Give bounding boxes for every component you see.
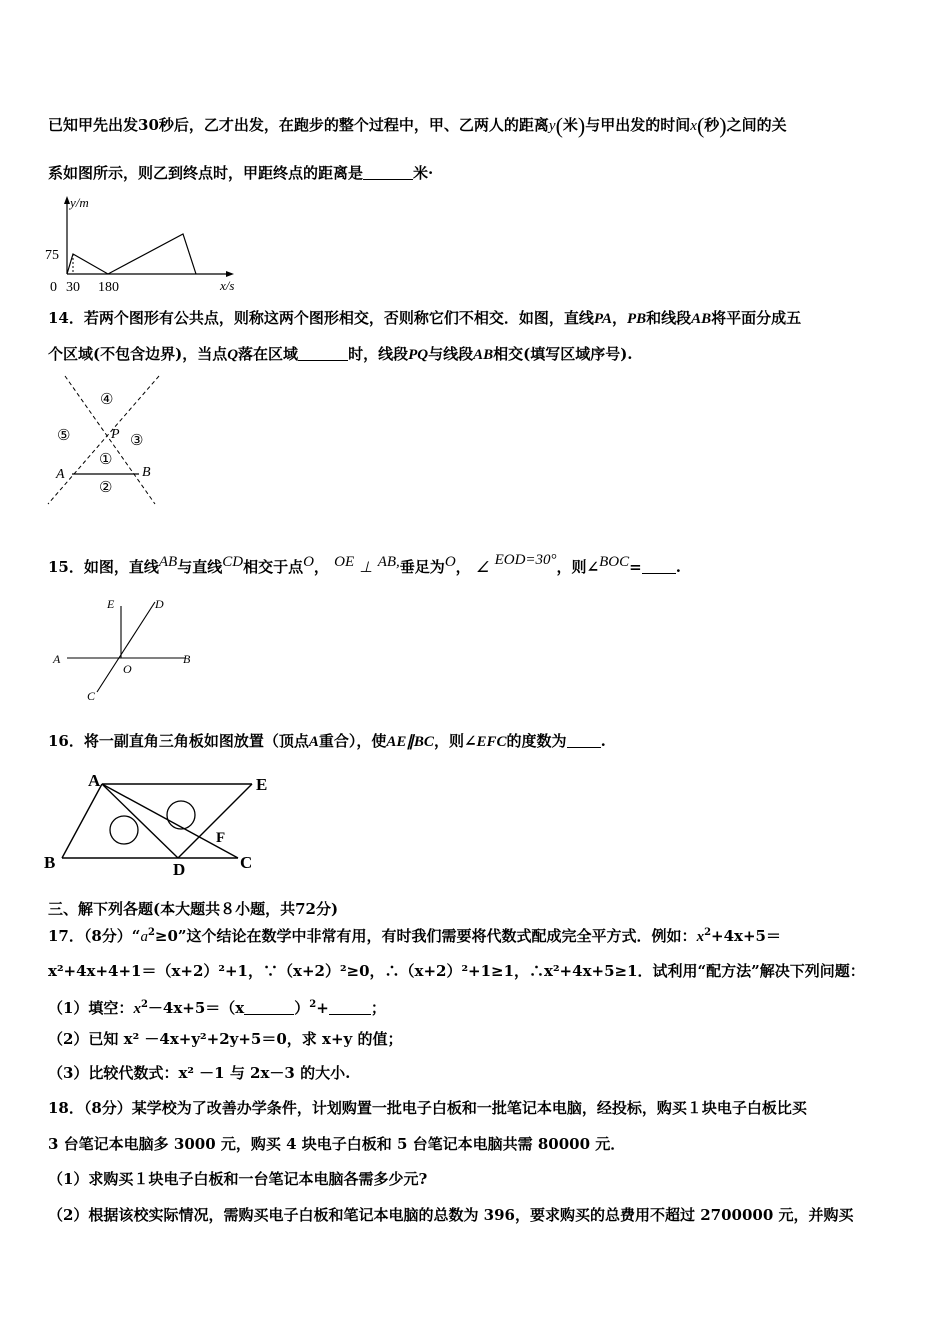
point-A-label: A <box>56 467 65 482</box>
q14-text: 和线段 <box>646 309 692 327</box>
q17-text: x²+4x+4+1＝（x+2）²+1，∵（x+2）²≥0，∴（x+2）²+1≥1，∴x²+4x+5≥1．试利用“配方法”解决下列问题： <box>48 962 865 980</box>
label-E: E <box>107 597 115 611</box>
unit-second: 秒 <box>704 116 720 134</box>
x-tick-180: 180 <box>98 280 119 295</box>
q15-text: ， <box>455 558 471 576</box>
q18-line-2 <box>48 1133 910 1155</box>
q17-text: （1）填空： <box>48 999 134 1017</box>
region-2: ② <box>99 480 113 496</box>
answer-blank[interactable] <box>642 559 676 574</box>
q15-text: ， <box>313 558 329 576</box>
label-B: B <box>44 853 56 872</box>
y-axis-label: y/m <box>70 195 89 210</box>
label-C: C <box>240 853 253 872</box>
q17-text: 17．（8分）“ <box>48 927 141 945</box>
answer-blank[interactable] <box>363 165 413 180</box>
label-D: D <box>155 597 164 611</box>
q18-text: （2）根据该校实际情况，需购买电子白板和笔记本电脑的总数为 396，要求购买的总费用不超过 2700000 元，并购买 <box>48 1206 854 1224</box>
q17-part-1: （1）填空：$x^2-4x+5=(x$ ）$^2$+ ； <box>48 999 386 1017</box>
label-O: O <box>123 662 132 676</box>
q13-text: 之间的关 <box>726 116 787 134</box>
point-A: A <box>308 734 319 750</box>
q14-text: 落在区域 <box>238 345 299 363</box>
var-a: a <box>140 929 148 945</box>
label-C: C <box>87 689 96 703</box>
q16-text: 的度数为 <box>506 732 567 750</box>
label-A: A <box>53 652 61 666</box>
q18-part-1 <box>48 1168 910 1190</box>
segment-AB: AB <box>473 347 494 363</box>
q18-line-1 <box>48 1097 910 1119</box>
q13-line-1: 已知甲先出发30秒后，乙才出发，在跑步的整个过程中，甲、乙两人的距离y(米)与甲出发的时间x(秒)之间的关 <box>48 113 787 138</box>
var-x: x <box>696 929 705 945</box>
q13-text: 系如图所示，则乙到终点时，甲距终点的距离是 <box>48 164 364 182</box>
point-O: O <box>444 554 456 570</box>
q15-text: = <box>629 558 642 576</box>
section-title: 三、解下列各题(本大题共８小题，共72分) <box>48 900 339 918</box>
q13-number: 30 <box>138 116 159 134</box>
q13-text: 与甲出发的时间 <box>585 116 691 134</box>
ray-OE: OE <box>334 554 355 570</box>
angle-EOD: EOD <box>494 552 526 568</box>
region-1: ① <box>99 452 113 468</box>
region-4: ④ <box>100 392 114 408</box>
q14-text: ， <box>611 309 627 327</box>
q17-text: + <box>316 999 329 1017</box>
q15-text: 垂足为 <box>399 558 445 576</box>
q15-line <box>48 549 910 579</box>
q14-line-2 <box>48 343 910 366</box>
q16-text: 重合），使 <box>318 732 387 750</box>
q18-text: 3 台笔记本电脑多 3000 元，购买 4 块电子白板和 5 台笔记本电脑共需 80000 元． <box>48 1135 626 1153</box>
line-CD: CD <box>222 554 244 570</box>
label-E: E <box>256 775 268 794</box>
q14-text: 将平面分成五 <box>711 309 802 327</box>
point-Q: Q <box>227 347 239 363</box>
q17-text: ） <box>294 999 310 1017</box>
answer-blank-2[interactable] <box>329 1000 371 1015</box>
q14-text: 与线段 <box>428 345 474 363</box>
point-B-label: B <box>142 465 151 480</box>
region-3: ③ <box>130 433 144 449</box>
q17-line-1: 17．（8分）“$a^2\ge 0$”这个结论在数学中非常有用，有时我们需要将代数式配成完全平方式．例如：$x^2+4x+5=$ <box>48 927 781 945</box>
line-AB: AB, <box>377 554 400 570</box>
q13-text: 米· <box>413 164 434 182</box>
angle-symbol: ∠ <box>475 560 490 576</box>
q17-part-3 <box>48 1062 910 1084</box>
q16-text: ，则∠ <box>433 732 477 750</box>
label-D: D <box>173 860 186 878</box>
q17-text: +4x+5＝ <box>711 927 781 945</box>
q15-text: . <box>675 558 681 576</box>
parallel-AE-BC: AE∥BC <box>386 734 434 750</box>
segment-PQ: PQ <box>408 347 429 363</box>
point-P-label: P <box>111 427 120 442</box>
q17-text: －4x+5＝（x <box>147 999 245 1017</box>
q17-line-2 <box>48 960 910 982</box>
angle-value: =30° <box>525 552 557 568</box>
q18-text: （1）求购买１块电子白板和一台笔记本电脑各需多少元? <box>48 1170 428 1188</box>
q13-distance-time-graph <box>40 192 255 298</box>
label-F: F <box>216 830 226 846</box>
q15-text: ，则∠ <box>556 558 600 576</box>
q17-text: ； <box>370 999 386 1017</box>
line-PB: PB <box>626 311 647 327</box>
q18-part-2 <box>48 1204 910 1226</box>
segment-AB: AB <box>691 311 712 327</box>
answer-blank-1[interactable] <box>244 1000 294 1015</box>
answer-blank[interactable] <box>567 733 601 748</box>
angle-EFC: EFC <box>476 734 507 750</box>
q15-text: 相交于点 <box>243 558 304 576</box>
line-AB: AB <box>158 554 178 570</box>
q13-text: 秒后，乙才出发，在跑步的整个过程中，甲、乙两人的距离 <box>158 116 549 134</box>
q16-text: 16．将一副直角三角板如图放置（顶点 <box>48 732 309 750</box>
label-A: A <box>88 771 101 790</box>
var-x: x <box>133 1001 141 1017</box>
y-tick-75: 75 <box>45 248 59 263</box>
q13-line-2 <box>48 162 910 184</box>
q16-line <box>48 730 910 753</box>
region-5: ⑤ <box>57 428 71 444</box>
q14-region-figure <box>45 372 175 508</box>
origin-label: 0 <box>50 280 57 295</box>
q14-text: 时，线段 <box>348 345 409 363</box>
x-axis-label: x/s <box>220 278 235 293</box>
x-tick-30: 30 <box>66 280 80 295</box>
q17-text: ≥0”这个结论在数学中非常有用，有时我们需要将代数式配成完全平方式．例如： <box>154 927 697 945</box>
var-y: y <box>548 118 556 134</box>
q14-text: 个区域(不包含边界)，当点 <box>48 345 228 363</box>
q15-text: 15．如图，直线 <box>48 558 159 576</box>
q16-triangle-rulers-figure <box>40 768 280 878</box>
answer-blank[interactable] <box>298 346 348 361</box>
angle-BOC: BOC <box>599 554 630 570</box>
unit-meter: 米 <box>562 116 578 134</box>
q17-text: （3）比较代数式：x² －1 与 2x－3 的大小. <box>48 1064 351 1082</box>
q17-part-2 <box>48 1028 910 1050</box>
section-3-heading <box>48 898 910 920</box>
var-x: x <box>690 118 697 134</box>
line-PA: PA <box>593 311 612 327</box>
q14-text: 相交(填写区域序号). <box>493 345 633 363</box>
q18-text: 18．（8分）某学校为了改善办学条件，计划购置一批电子白板和一批笔记本电脑，经投标，购买１块电子白板比买 <box>48 1099 807 1117</box>
q15-text: 与直线 <box>177 558 223 576</box>
q17-text: （2）已知 x² －4x+y²+2y+5＝0，求 x+y 的值； <box>48 1030 403 1048</box>
point-O: O <box>303 554 314 570</box>
q13-text: 已知甲先出发 <box>48 116 139 134</box>
label-B: B <box>183 652 191 666</box>
q14-line-1 <box>48 307 910 330</box>
q15-intersecting-lines-figure <box>45 592 205 704</box>
q16-text: . <box>600 732 606 750</box>
perpendicular-symbol: ⊥ <box>359 560 373 576</box>
q14-text: 14．若两个图形有公共点，则称这两个图形相交，否则称它们不相交．如图，直线 <box>48 309 594 327</box>
